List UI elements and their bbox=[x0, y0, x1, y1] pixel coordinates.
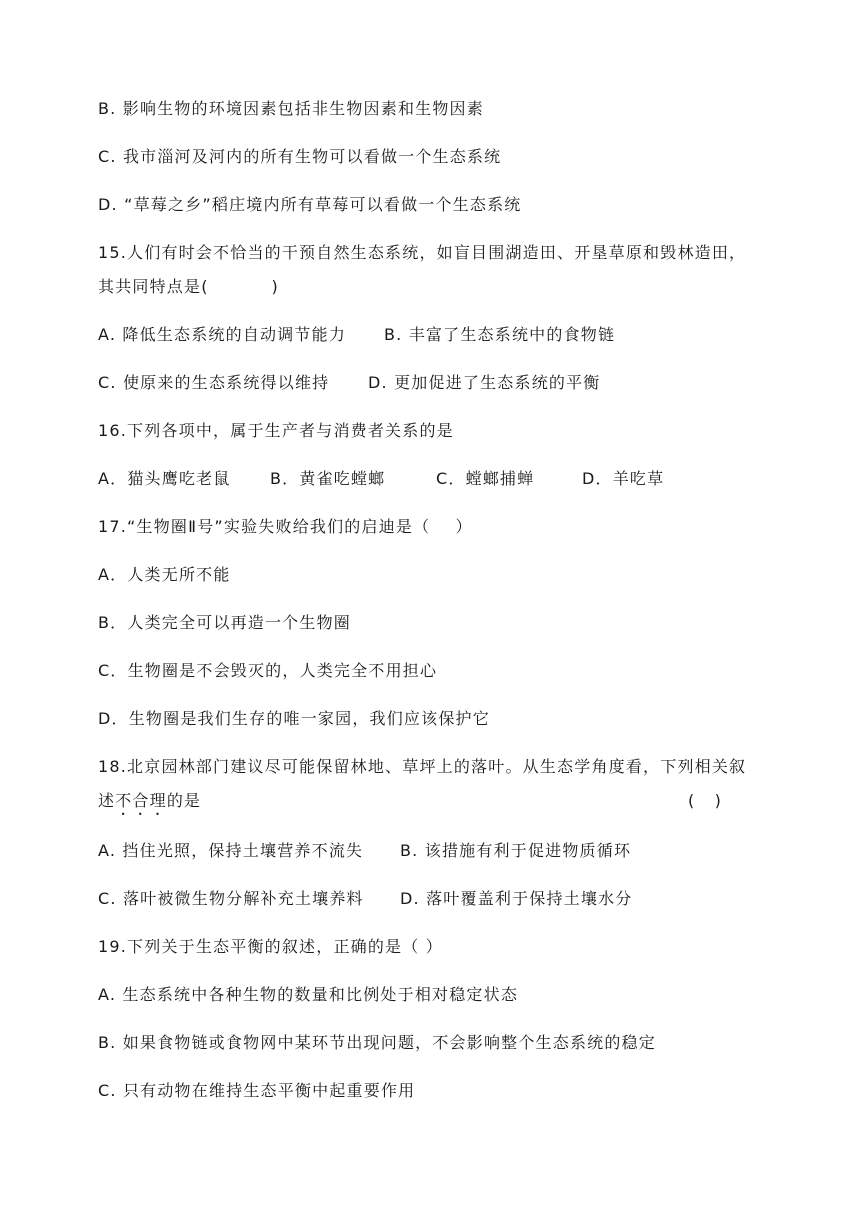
q19-option-b: B. 如果食物链或食物网中某环节出现问题，不会影响整个生态系统的稳定 bbox=[98, 1033, 656, 1052]
q16-option-a: A．猫头鹰吃老鼠 bbox=[98, 469, 231, 488]
q15-option-a: A. 降低生态系统的自动调节能力 bbox=[98, 325, 347, 344]
q17-option-a: A．人类无所不能 bbox=[98, 565, 231, 584]
q18-option-d: D. 落叶覆盖利于保持土壤水分 bbox=[400, 889, 633, 908]
q18-option-b: B. 该措施有利于促进物质循环 bbox=[400, 841, 632, 860]
q18-answer-paren: ( ) bbox=[688, 791, 721, 810]
q18-stem-post: 的是 bbox=[166, 791, 202, 810]
q15-stem-line2: 其共同特点是( ) bbox=[98, 277, 279, 296]
q19-option-c: C. 只有动物在维持生态平衡中起重要作用 bbox=[98, 1081, 416, 1100]
q18-stem-line1: 18.北京园林部门建议尽可能保留林地、草坪上的落叶。从生态学角度看，下列相关叙 bbox=[98, 757, 747, 776]
q14-option-b: B. 影响生物的环境因素包括非生物因素和生物因素 bbox=[98, 99, 484, 118]
q17-option-c: C．生物圈是不会毁灭的，人类完全不用担心 bbox=[98, 661, 438, 680]
q17-stem: 17.“生物圈Ⅱ号”实验失败给我们的启迪是（ ） bbox=[98, 517, 473, 536]
q15-option-c: C. 使原来的生态系统得以维持 bbox=[98, 373, 330, 392]
q15-stem-line1: 15.人们有时会不恰当的干预自然生态系统，如盲目围湖造田、开垦草原和毁林造田， bbox=[98, 243, 747, 262]
q17-option-d: D．生物圈是我们生存的唯一家园，我们应该保护它 bbox=[98, 709, 490, 728]
q15-option-b: B. 丰富了生态系统中的食物链 bbox=[384, 325, 616, 344]
q15-options-row1 bbox=[98, 324, 615, 346]
q16-option-c: C．螳螂捕蝉 bbox=[436, 469, 535, 488]
q19-stem: 19.下列关于生态平衡的叙述，正确的是（ ） bbox=[98, 937, 443, 956]
q18-stem-pre: 述 bbox=[98, 791, 116, 810]
q16-options-row bbox=[98, 468, 664, 490]
q18-options-row1 bbox=[98, 840, 631, 862]
q18-stem-line2 bbox=[98, 790, 201, 819]
q18-options-row2 bbox=[98, 888, 633, 910]
q17-option-b: B．人类完全可以再造一个生物圈 bbox=[98, 613, 351, 632]
q14-option-d: D. “草莓之乡”稻庄境内所有草莓可以看做一个生态系统 bbox=[98, 195, 522, 214]
q15-option-d: D. 更加促进了生态系统的平衡 bbox=[368, 373, 601, 392]
q18-option-a: A. 挡住光照，保持土壤营养不流失 bbox=[98, 841, 364, 860]
q18-option-c: C. 落叶被微生物分解补充土壤养料 bbox=[98, 889, 364, 908]
q16-stem: 16.下列各项中，属于生产者与消费者关系的是 bbox=[98, 421, 454, 440]
q16-option-b: B．黄雀吃螳螂 bbox=[270, 469, 386, 488]
q16-option-d: D．羊吃草 bbox=[582, 469, 665, 488]
q19-option-a: A. 生态系统中各种生物的数量和比例处于相对稳定状态 bbox=[98, 985, 519, 1004]
q15-options-row2 bbox=[98, 372, 601, 394]
q14-option-c: C. 我市淄河及河内的所有生物可以看做一个生态系统 bbox=[98, 147, 502, 166]
q18-stem-emphasis: 不合理 bbox=[115, 791, 167, 810]
